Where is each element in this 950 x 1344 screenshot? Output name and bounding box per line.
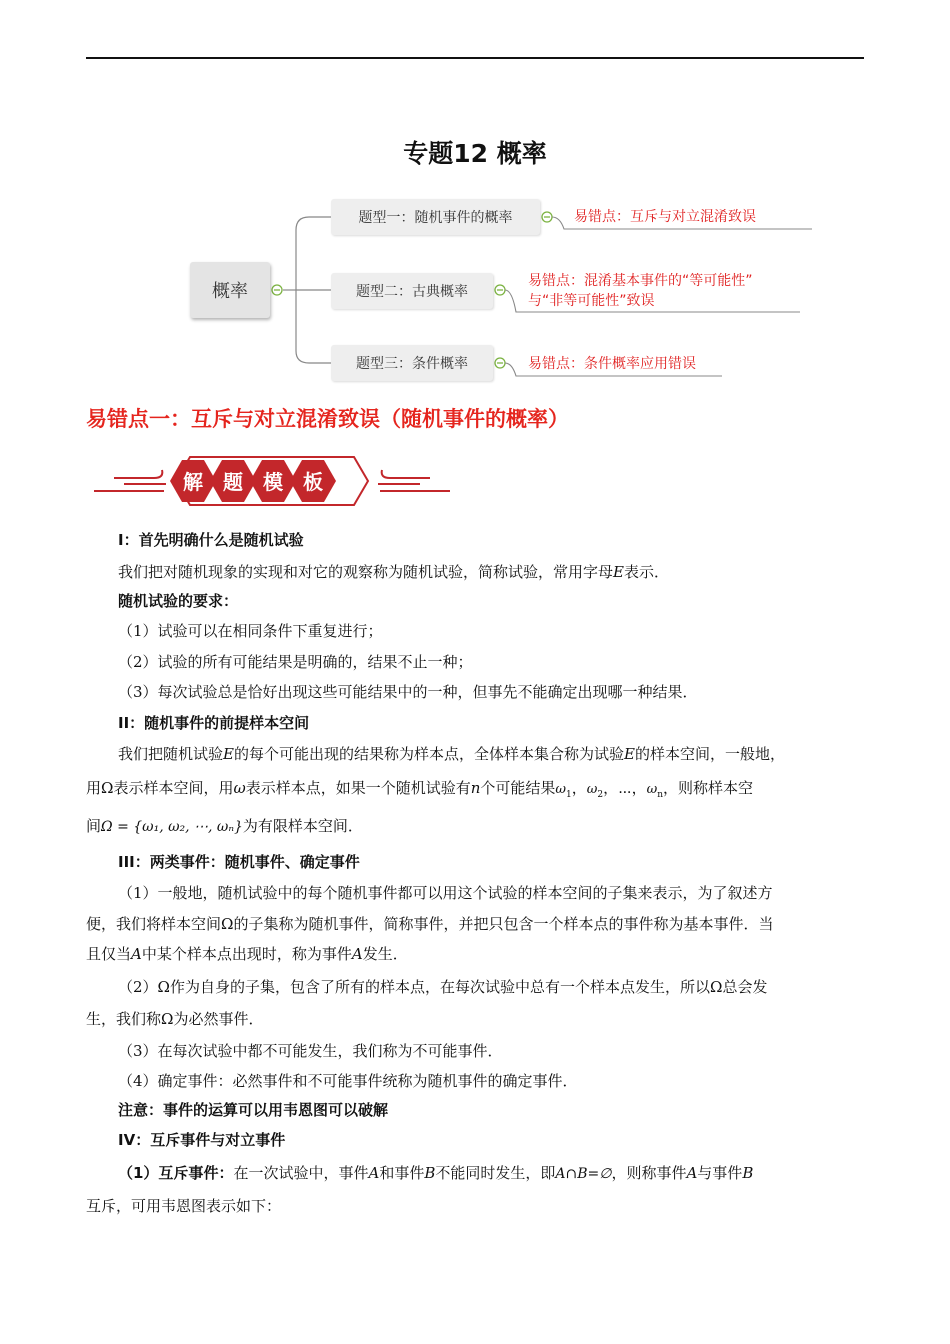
events-p3: （3）在每次试验中都不可能发生，我们称为不可能事件． <box>118 1042 503 1060</box>
text: 我们把对随机现象的实现和对它的观察称为随机试验，简称试验，常用字母 <box>118 563 614 581</box>
mindmap <box>0 0 950 400</box>
text: 我们把随机试验 <box>118 745 224 763</box>
text: 作为自身的子集，包含了所有的样本点，在每次试验中总有一个样本点发生，所以 <box>169 978 710 996</box>
text: 与事件 <box>697 1164 743 1182</box>
text: 在一次试验中，事件 <box>233 1164 369 1182</box>
pitfall-2-line-2: 与“非等可能性”致误 <box>528 293 655 309</box>
var-b: B <box>742 1164 754 1182</box>
mindmap-pitfall-3: 易错点：条件概率应用错误 <box>528 356 696 372</box>
section-heading: 易错点一：互斥与对立混淆致误（随机事件的概率） <box>86 407 569 431</box>
text: ，则称样本空 <box>663 779 754 797</box>
formula-omega-set: Ω = {ω₁, ω₂, ⋯, ωₙ} <box>101 819 243 835</box>
text: 和事件 <box>379 1164 425 1182</box>
requirement-3: （3）每次试验总是恰好出现这些可能结果中的一种，但事先不能确定出现哪一种结果． <box>118 683 698 701</box>
requirement-1: （1）试验可以在相同条件下重复进行； <box>118 622 383 640</box>
mutual-exclusive-line-1 <box>118 1163 753 1184</box>
omega-n: ω <box>646 782 658 797</box>
omega-small: ω <box>233 779 246 797</box>
mindmap-branch-2: 题型二：古典概率 <box>331 273 493 309</box>
banner-char-3: 模 <box>263 469 283 494</box>
text: 用 <box>86 779 102 797</box>
var-a: A <box>131 945 142 963</box>
sample-space-line-2: 用Ω表示样本空间，用ω表示样本点，如果一个随机试验有n个可能结果$\omega_1$，$\omega_2$，⋯，$\omega_n$，则称样本空 <box>86 779 754 800</box>
text: 表示样本点，如果一个随机试验有 <box>245 779 471 797</box>
sub-2: 2 <box>597 790 604 800</box>
heading-ii: II：随机事件的前提样本空间 <box>118 714 310 732</box>
omega: Ω <box>101 779 114 797</box>
mindmap-pitfall-1: 易错点：互斥与对立混淆致误 <box>574 209 756 225</box>
paragraph-random-trial <box>118 562 669 582</box>
var-a: A <box>351 945 363 963</box>
text: 表示样本空间，用 <box>113 779 234 797</box>
text: 为有限样本空间． <box>242 817 363 835</box>
events-p1-line-1: （1）一般地，随机试验中的每个随机事件都可以用这个试验的样本空间的子集来表示，为了叙述方 <box>118 884 773 902</box>
events-p1-line-2 <box>86 914 773 934</box>
mutual-exclusive-line-2: 互斥，可用韦恩图表示如下： <box>86 1197 282 1215</box>
text: 不能同时发生，即 <box>435 1164 556 1182</box>
mindmap-pitfall-2 <box>528 271 753 311</box>
mindmap-branch-1: 题型一：随机事件的概率 <box>331 199 540 235</box>
banner-char-1: 解 <box>183 469 203 494</box>
text: 为必然事件． <box>173 1010 264 1028</box>
text: 生，我们称 <box>86 1010 162 1028</box>
text: 发生． <box>362 945 408 963</box>
banner-char-2: 题 <box>223 469 243 494</box>
mindmap-root: 概率 <box>190 262 270 318</box>
sub-1: 1 <box>566 790 572 800</box>
label-mutual-exclusive: （1）互斥事件： <box>118 1164 234 1182</box>
text: 表示． <box>623 563 669 581</box>
formula-intersection: A∩B=∅ <box>555 1166 612 1182</box>
pitfall-2-line-1: 易错点：混淆基本事件的“等可能性” <box>528 273 753 289</box>
omega: Ω <box>221 915 234 933</box>
omega-2: ω <box>586 782 598 797</box>
text: 中某个样本点出现时，称为事件 <box>141 945 352 963</box>
events-p1-line-3 <box>86 944 408 964</box>
omega-1: ω <box>555 782 567 797</box>
var-b: B <box>424 1164 436 1182</box>
text: 的每个可能出现的结果称为样本点，全体样本集合称为试验 <box>233 745 624 763</box>
requirements-title: 随机试验的要求： <box>118 592 239 610</box>
mindmap-branch-3: 题型三：条件概率 <box>331 345 493 381</box>
sample-space-line-3 <box>86 816 363 837</box>
banner-char-4: 板 <box>303 469 323 494</box>
heading-iv: IV：互斥事件与对立事件 <box>118 1131 286 1149</box>
text: 个可能结果 <box>480 779 556 797</box>
omega: Ω <box>710 978 723 996</box>
note: 注意：事件的运算可以用韦恩图可以破解 <box>118 1101 389 1119</box>
heading-i: I：首先明确什么是随机试验 <box>118 531 304 549</box>
template-banner <box>94 448 450 514</box>
var-e: E <box>613 563 624 581</box>
text: 总会发 <box>722 978 768 996</box>
page-title: 专题12 概率 <box>403 139 547 168</box>
events-p2-line-2 <box>86 1009 263 1029</box>
events-p4: （4）确定事件：必然事件和不可能事件统称为随机事件的确定事件． <box>118 1072 578 1090</box>
text: ，⋯， <box>603 779 647 797</box>
var-a: A <box>368 1164 380 1182</box>
var-e: E <box>223 745 234 763</box>
events-p2-line-1 <box>118 977 767 997</box>
text: ，则称事件 <box>611 1164 687 1182</box>
text: 的样本空间，一般地， <box>634 745 785 763</box>
text: 且仅当 <box>86 945 132 963</box>
var-e: E <box>623 745 635 763</box>
text: 间 <box>86 817 102 835</box>
text: 的子集称为随机事件，简称事件，并把只包含一个样本点的事件称为基本事件．当 <box>233 915 774 933</box>
var-a: A <box>686 1164 698 1182</box>
text: （2） <box>118 978 158 996</box>
sub-n: n <box>657 790 664 800</box>
omega: Ω <box>157 978 170 996</box>
requirement-2: （2）试验的所有可能结果是明确的，结果不止一种； <box>118 653 473 671</box>
sample-space-line-1 <box>118 744 785 764</box>
text: 便，我们将样本空间 <box>86 915 222 933</box>
heading-iii: III：两类事件：随机事件、确定事件 <box>118 853 360 871</box>
omega: Ω <box>161 1010 174 1028</box>
var-n: n <box>470 779 481 797</box>
